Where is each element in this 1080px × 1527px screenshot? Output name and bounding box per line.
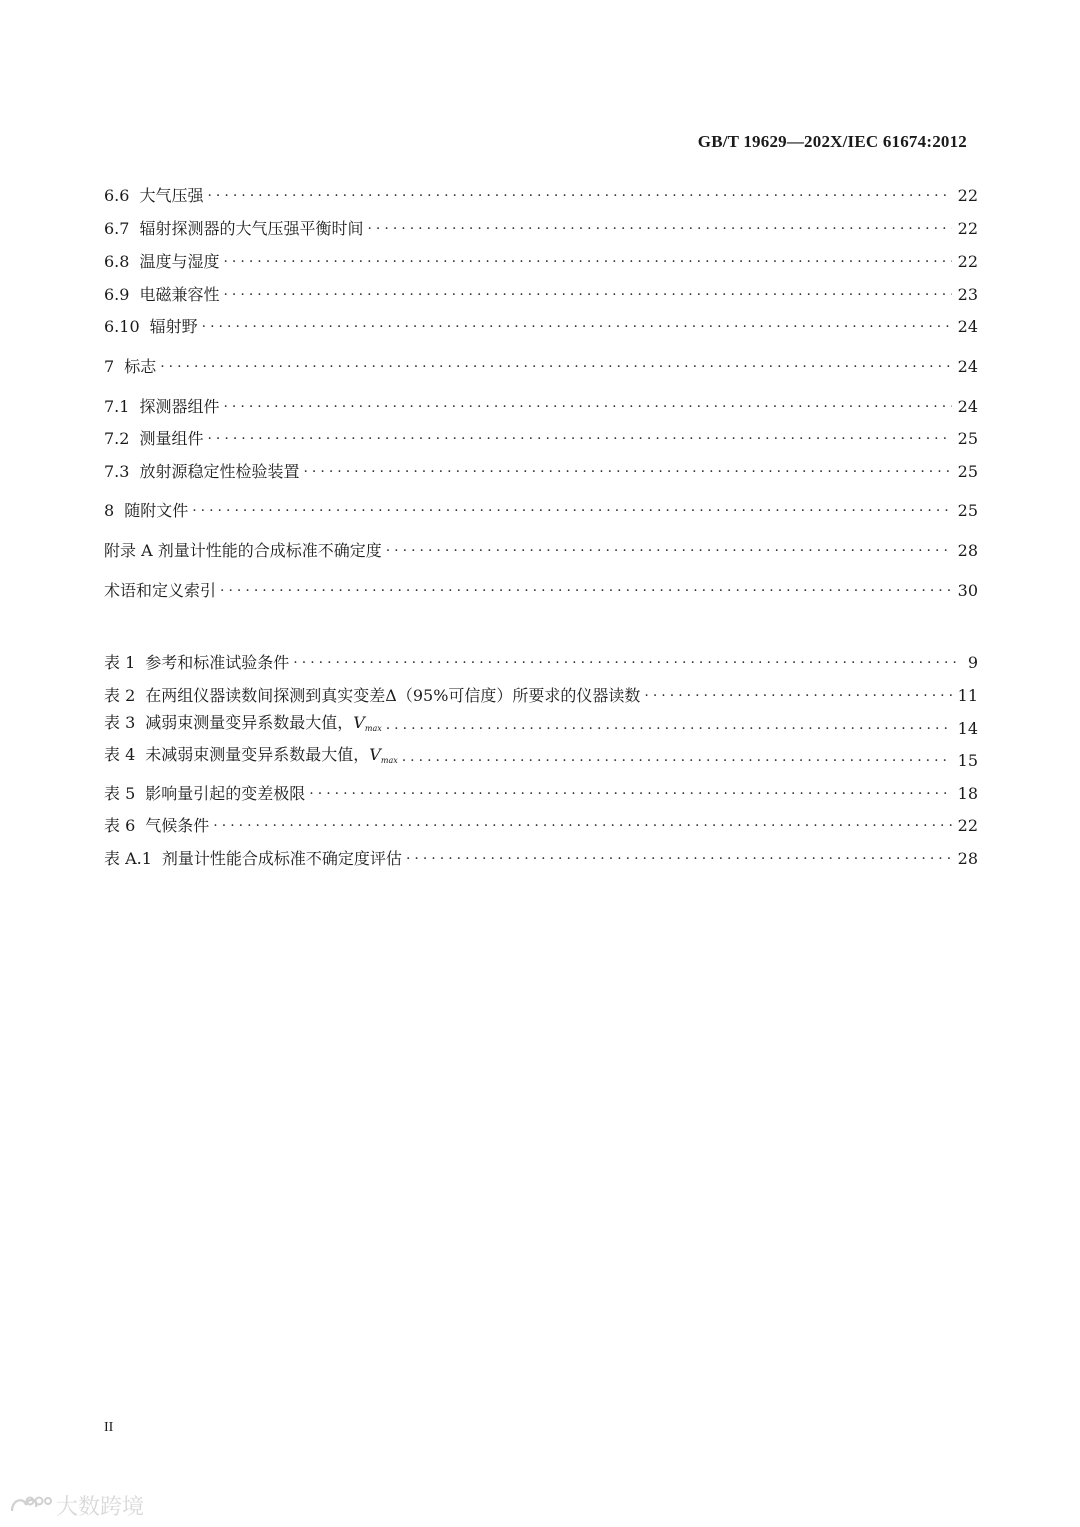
- table-title: 未减弱束测量变异系数最大值，: [145, 745, 370, 764]
- toc-title: 辐射野: [149, 317, 198, 336]
- toc-entry[interactable]: [104, 579, 978, 603]
- toc-page: 30: [957, 581, 978, 600]
- toc-page: 23: [957, 285, 978, 304]
- toc-title: 温度与湿度: [139, 252, 220, 271]
- dot-leader: [223, 250, 951, 274]
- toc-title: 标志: [124, 357, 157, 376]
- dot-leader: [402, 749, 952, 773]
- table-title: 剂量计性能合成标准不确定度评估: [161, 849, 402, 868]
- table-title: 在两组仪器读数间探测到真实变差Δ（95%可信度）所要求的仪器读数: [145, 686, 641, 705]
- table-number: 表 6: [104, 816, 136, 835]
- toc-title: 附录 A 剂量计性能的合成标准不确定度: [104, 541, 382, 560]
- toc-number: 8: [104, 501, 115, 520]
- dot-leader: [202, 315, 952, 339]
- toc-title: 放射源稳定性检验装置: [139, 462, 300, 481]
- table-list-entry[interactable]: [104, 745, 978, 773]
- toc-entry[interactable]: [104, 427, 978, 451]
- toc-entry[interactable]: [104, 395, 978, 419]
- dot-leader: [309, 782, 951, 806]
- toc-page: 22: [957, 186, 978, 205]
- table-page: 9: [967, 653, 978, 672]
- toc-entry[interactable]: [104, 355, 978, 379]
- toc-number: 7.3: [104, 462, 130, 481]
- toc-number: 7.2: [104, 429, 130, 448]
- table-list-entry[interactable]: [104, 847, 978, 871]
- toc-page: 24: [957, 357, 978, 376]
- dot-leader: [192, 499, 951, 523]
- v-max-symbol: Vmax: [369, 745, 398, 765]
- toc-entry[interactable]: [104, 217, 978, 241]
- table-number: 表 1: [104, 653, 136, 672]
- toc-number: 7.1: [104, 397, 130, 416]
- toc-page: 24: [957, 317, 978, 336]
- toc-page: 22: [957, 219, 978, 238]
- v-max-symbol: Vmax: [353, 713, 382, 733]
- dot-leader: [303, 460, 951, 484]
- toc-page: 22: [957, 252, 978, 271]
- dot-leader: [223, 395, 951, 419]
- toc-page: 25: [957, 429, 978, 448]
- dot-leader: [644, 684, 951, 708]
- table-page: 15: [957, 751, 978, 770]
- table-title: 影响量引起的变差极限: [145, 784, 306, 803]
- toc-title: 大气压强: [139, 186, 204, 205]
- table-list-entry[interactable]: [104, 651, 978, 675]
- toc-page: 25: [957, 501, 978, 520]
- table-list-entry[interactable]: [104, 713, 978, 741]
- toc-entry[interactable]: [104, 315, 978, 339]
- toc-title: 测量组件: [139, 429, 204, 448]
- table-list-entry[interactable]: [104, 782, 978, 806]
- dot-leader: [386, 539, 952, 563]
- table-number: 表 3: [104, 713, 136, 732]
- toc-page: 25: [957, 462, 978, 481]
- toc-entry[interactable]: [104, 460, 978, 484]
- watermark-text: 大数跨境: [56, 1495, 145, 1520]
- table-number: 表 A.1: [104, 849, 152, 868]
- table-page: 28: [957, 849, 978, 868]
- toc-title: 术语和定义索引: [104, 581, 217, 600]
- page-number: II: [104, 1420, 114, 1435]
- table-number: 表 2: [104, 686, 136, 705]
- dot-leader: [213, 814, 951, 838]
- table-page: 11: [957, 686, 978, 705]
- toc-title: 探测器组件: [139, 397, 220, 416]
- dot-leader: [406, 847, 952, 871]
- toc-page: 28: [957, 541, 978, 560]
- table-page: 18: [957, 784, 978, 803]
- watermark-logo-icon: [8, 1493, 52, 1519]
- toc-number: 6.7: [104, 219, 130, 238]
- toc-entry[interactable]: [104, 499, 978, 523]
- dot-leader: [223, 283, 951, 307]
- table-title: 参考和标准试验条件: [145, 653, 290, 672]
- watermark: [8, 1490, 144, 1521]
- toc-number: 6.8: [104, 252, 130, 271]
- toc-page: 24: [957, 397, 978, 416]
- dot-leader: [207, 184, 951, 208]
- toc-title: 辐射探测器的大气压强平衡时间: [139, 219, 364, 238]
- dot-leader: [386, 717, 952, 741]
- toc-number: 6.10: [104, 317, 140, 336]
- toc-number: 6.9: [104, 285, 130, 304]
- table-page: 14: [957, 719, 978, 738]
- table-number: 表 4: [104, 745, 136, 764]
- toc-entry[interactable]: [104, 539, 978, 563]
- toc-title: 随附文件: [124, 501, 189, 520]
- toc-number: 6.6: [104, 186, 130, 205]
- table-list-entry[interactable]: [104, 814, 978, 838]
- dot-leader: [367, 217, 951, 241]
- dot-leader: [207, 427, 951, 451]
- dot-leader: [293, 651, 962, 675]
- table-title: 减弱束测量变异系数最大值，: [145, 713, 354, 732]
- toc-title: 电磁兼容性: [139, 285, 220, 304]
- toc-entry[interactable]: [104, 283, 978, 307]
- dot-leader: [160, 355, 951, 379]
- dot-leader: [220, 579, 952, 603]
- table-title: 气候条件: [145, 816, 210, 835]
- table-number: 表 5: [104, 784, 136, 803]
- toc-entry[interactable]: [104, 184, 978, 208]
- table-list-entry[interactable]: [104, 684, 978, 708]
- standard-header: GB/T 19629—202X/IEC 61674:2012: [697, 132, 967, 151]
- toc-number: 7: [104, 357, 115, 376]
- toc-entry[interactable]: [104, 250, 978, 274]
- table-page: 22: [957, 816, 978, 835]
